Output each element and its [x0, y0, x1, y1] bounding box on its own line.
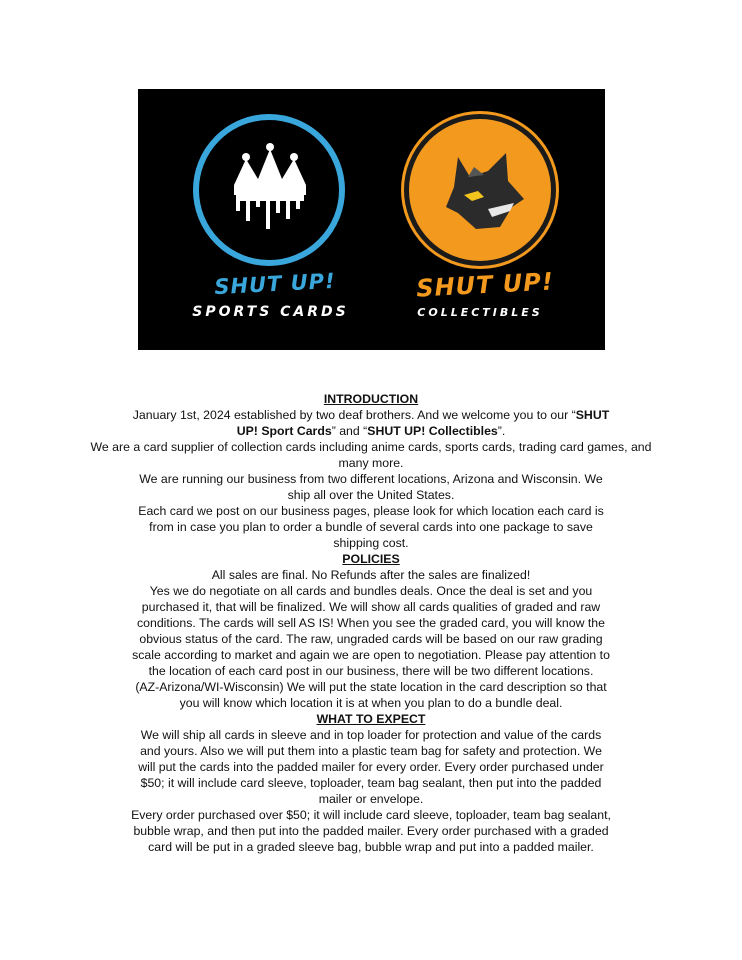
logo-banner [138, 89, 605, 350]
policies-line: obvious status of the card. The raw, ungraded cards will be based on our raw grading [139, 632, 603, 646]
introduction-line: Each card we post on our business pages, please look for which location each card is [138, 504, 604, 518]
policies-line: All sales are final. No Refunds after the sales are finalized! [211, 568, 531, 582]
policies-line: (AZ-Arizona/WI-Wisconsin) We will put the state location in the card description so that [135, 680, 607, 694]
text-span: January 1st, 2024 established by two deaf brothers. And we welcome you to our “ [132, 408, 576, 422]
policies-line: scale according to market and again we are open to negotiation. Please pay attention to [132, 648, 610, 662]
what-to-expect-line: and yours. Also we will put them into a plastic team bag for safety and protection. We [140, 744, 602, 758]
what-to-expect-line: mailer or envelope. [318, 792, 424, 806]
introduction-line: many more. [338, 456, 404, 470]
collectibles-brand-title: SHUT UP! [415, 267, 555, 303]
what-to-expect-line: We will ship all cards in sleeve and in top loader for protection and value of the cards [140, 728, 602, 742]
policies-line: conditions. The cards will sell AS IS! When you see the graded card, you will know the [137, 616, 605, 630]
introduction-line: from in case you plan to order a bundle of several cards into one package to save [149, 520, 593, 534]
document-body [84, 391, 658, 855]
text-span: ” and “ [331, 424, 368, 438]
what-to-expect-line: will put the cards into the padded mailer for every order. Every order purchased under [138, 760, 604, 774]
introduction-line [84, 407, 658, 423]
collectibles-brand-subtitle: COLLECTIBLES [417, 306, 543, 319]
introduction-line: We are a card supplier of collection cards including anime cards, sports cards, trading card games, and [90, 440, 652, 454]
what-to-expect-line: card will be put in a graded sleeve bag, bubble wrap and put into a padded mailer. [148, 840, 594, 854]
bold-text: UP! Sport Cards [236, 424, 332, 438]
policies-line: purchased it, that will be finalized. We will show all cards qualities of graded and raw [141, 600, 601, 614]
introduction-line [84, 423, 658, 439]
what-to-expect-line: Every order purchased over $50; it will include card sleeve, toploader, team bag sealant, [131, 808, 611, 822]
policies-line: Yes we do negotiate on all cards and bundles deals. Once the deal is set and you [149, 584, 593, 598]
introduction-line: shipping cost. [333, 536, 409, 550]
sports-cards-brand-subtitle: SPORTS CARDS [192, 304, 349, 320]
introduction-heading: INTRODUCTION [323, 392, 419, 406]
what-to-expect-heading: WHAT TO EXPECT [316, 712, 426, 726]
policies-line: you will know which location it is at when you plan to do a bundle deal. [179, 696, 563, 710]
policies-line: the location of each card post in our business, there will be two different locations. [148, 664, 594, 678]
what-to-expect-line: $50; it will include card sleeve, toploader, team bag sealant, then put into the padded [140, 776, 602, 790]
wolf-icon [428, 137, 538, 247]
policies-heading: POLICIES [342, 552, 400, 566]
what-to-expect-line: bubble wrap, and then put into the padded mailer. Every order purchased with a graded [133, 824, 609, 838]
sports-cards-brand-title: SHUT UP! [213, 268, 337, 300]
bold-text: SHUT UP! Collectibles [367, 424, 498, 438]
text-span: ”. [497, 424, 506, 438]
introduction-line: We are running our business from two different locations, Arizona and Wisconsin. We [139, 472, 603, 486]
bold-text: SHUT [575, 408, 610, 422]
crown-icon [220, 139, 320, 239]
introduction-line: ship all over the United States. [287, 488, 455, 502]
